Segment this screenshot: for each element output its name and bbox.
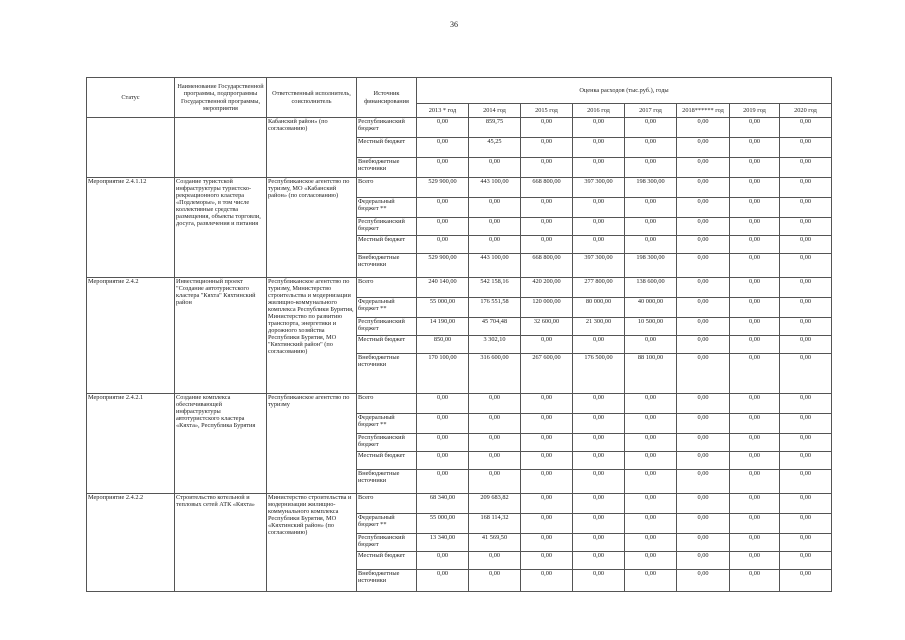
cell-value: 0,00 xyxy=(625,118,677,138)
cell-value: 0,00 xyxy=(677,434,730,452)
cell-value: 0,00 xyxy=(730,236,780,254)
cell-value: 209 683,82 xyxy=(469,494,521,514)
cell-value: 0,00 xyxy=(625,514,677,534)
cell-executor: Республиканское агентство по туризму xyxy=(267,394,357,494)
cell-value: 0,00 xyxy=(780,394,832,414)
cell-value: 0,00 xyxy=(417,414,469,434)
cell-value: 3 302,10 xyxy=(469,336,521,354)
cell-source: Всего xyxy=(357,178,417,198)
cell-value: 0,00 xyxy=(677,218,730,236)
cell-value: 0,00 xyxy=(780,552,832,570)
cell-value: 0,00 xyxy=(625,434,677,452)
cell-value: 0,00 xyxy=(521,138,573,158)
cell-executor: Кабанский район» (по согласованию) xyxy=(267,118,357,178)
cell-value: 0,00 xyxy=(417,218,469,236)
cell-value: 0,00 xyxy=(677,254,730,278)
cell-value: 0,00 xyxy=(730,278,780,298)
cell-value: 0,00 xyxy=(730,354,780,394)
cell-source: Федеральный бюджет ** xyxy=(357,414,417,434)
cell-value: 0,00 xyxy=(521,552,573,570)
cell-value: 0,00 xyxy=(625,452,677,470)
cell-value: 0,00 xyxy=(625,470,677,494)
cell-source: Местный бюджет xyxy=(357,138,417,158)
table-row xyxy=(87,178,832,198)
cell-value: 0,00 xyxy=(625,336,677,354)
cell-value: 0,00 xyxy=(730,298,780,318)
header-year: 2016 год xyxy=(573,104,625,118)
cell-value: 0,00 xyxy=(573,336,625,354)
cell-value: 0,00 xyxy=(677,452,730,470)
cell-source: Местный бюджет xyxy=(357,236,417,254)
cell-value: 0,00 xyxy=(625,218,677,236)
header-year: 2013 * год xyxy=(417,104,469,118)
cell-value: 0,00 xyxy=(730,178,780,198)
cell-source: Внебюджетные источники xyxy=(357,570,417,592)
cell-value: 0,00 xyxy=(677,236,730,254)
cell-value: 21 300,00 xyxy=(573,318,625,336)
cell-value: 0,00 xyxy=(780,434,832,452)
cell-value: 176 500,00 xyxy=(573,354,625,394)
cell-source: Федеральный бюджет ** xyxy=(357,298,417,318)
cell-value: 32 600,00 xyxy=(521,318,573,336)
cell-value: 0,00 xyxy=(469,414,521,434)
cell-value: 0,00 xyxy=(521,452,573,470)
cell-value: 0,00 xyxy=(780,158,832,178)
cell-value: 0,00 xyxy=(625,552,677,570)
header-source: Источник финансирования xyxy=(357,78,417,118)
cell-value: 0,00 xyxy=(417,158,469,178)
cell-value: 859,75 xyxy=(469,118,521,138)
cell-value: 529 900,00 xyxy=(417,178,469,198)
cell-value: 0,00 xyxy=(625,138,677,158)
cell-value: 0,00 xyxy=(417,394,469,414)
cell-value: 0,00 xyxy=(780,336,832,354)
cell-name: Строительство котельной и тепловых сетей АТК «Кяхта» xyxy=(175,494,267,592)
cell-value: 13 340,00 xyxy=(417,534,469,552)
cell-source: Федеральный бюджет ** xyxy=(357,198,417,218)
cell-value: 170 100,00 xyxy=(417,354,469,394)
cell-value: 0,00 xyxy=(521,434,573,452)
cell-value: 0,00 xyxy=(730,138,780,158)
cell-executor: Республиканское агентство по туризму, МО «Кабанский район» (по согласованию) xyxy=(267,178,357,278)
page-number: 36 xyxy=(450,20,458,29)
table-row xyxy=(87,278,832,298)
cell-value: 80 000,00 xyxy=(573,298,625,318)
cell-value: 40 000,00 xyxy=(625,298,677,318)
cell-value: 0,00 xyxy=(780,318,832,336)
cell-value: 168 114,32 xyxy=(469,514,521,534)
cell-value: 0,00 xyxy=(521,534,573,552)
cell-value: 420 200,00 xyxy=(521,278,573,298)
cell-value: 0,00 xyxy=(521,470,573,494)
cell-value: 0,00 xyxy=(521,414,573,434)
cell-value: 0,00 xyxy=(573,414,625,434)
cell-value: 0,00 xyxy=(573,158,625,178)
cell-value: 397 300,00 xyxy=(573,254,625,278)
cell-value: 0,00 xyxy=(780,494,832,514)
cell-value: 198 300,00 xyxy=(625,178,677,198)
cell-value: 138 600,00 xyxy=(625,278,677,298)
cell-value: 0,00 xyxy=(677,278,730,298)
cell-value: 0,00 xyxy=(780,452,832,470)
cell-value: 0,00 xyxy=(417,570,469,592)
cell-value: 0,00 xyxy=(780,254,832,278)
cell-source: Республиканский бюджет xyxy=(357,118,417,138)
cell-value: 0,00 xyxy=(677,178,730,198)
cell-name xyxy=(175,118,267,178)
cell-value: 0,00 xyxy=(625,534,677,552)
cell-value: 0,00 xyxy=(780,470,832,494)
cell-value: 0,00 xyxy=(677,552,730,570)
cell-value: 0,00 xyxy=(625,158,677,178)
cell-value: 0,00 xyxy=(677,494,730,514)
cell-value: 668 800,00 xyxy=(521,178,573,198)
cell-source: Республиканский бюджет xyxy=(357,218,417,236)
cell-value: 0,00 xyxy=(625,494,677,514)
cell-value: 0,00 xyxy=(417,552,469,570)
cell-value: 55 000,00 xyxy=(417,298,469,318)
cell-value: 0,00 xyxy=(521,236,573,254)
cell-value: 0,00 xyxy=(625,394,677,414)
cell-value: 0,00 xyxy=(780,414,832,434)
cell-value: 0,00 xyxy=(625,236,677,254)
cell-value: 0,00 xyxy=(469,218,521,236)
cell-value: 0,00 xyxy=(417,470,469,494)
cell-status xyxy=(87,118,175,178)
cell-value: 0,00 xyxy=(730,514,780,534)
cell-source: Всего xyxy=(357,394,417,414)
cell-value: 0,00 xyxy=(573,434,625,452)
cell-value: 0,00 xyxy=(521,198,573,218)
cell-value: 267 600,00 xyxy=(521,354,573,394)
cell-value: 0,00 xyxy=(573,452,625,470)
cell-name: Инвестиционный проект "Создание автотуристского кластера "Кяхта" Кяхтинский район xyxy=(175,278,267,394)
cell-value: 0,00 xyxy=(573,514,625,534)
cell-value: 0,00 xyxy=(469,394,521,414)
cell-value: 10 500,00 xyxy=(625,318,677,336)
cell-value: 0,00 xyxy=(730,394,780,414)
cell-value: 176 551,58 xyxy=(469,298,521,318)
cell-value: 0,00 xyxy=(780,198,832,218)
cell-source: Местный бюджет xyxy=(357,452,417,470)
cell-value: 0,00 xyxy=(677,414,730,434)
cell-value: 316 600,00 xyxy=(469,354,521,394)
cell-value: 0,00 xyxy=(780,118,832,138)
cell-value: 0,00 xyxy=(521,118,573,138)
cell-value: 0,00 xyxy=(780,278,832,298)
cell-value: 0,00 xyxy=(573,198,625,218)
table-row xyxy=(87,494,832,514)
cell-executor: Республиканское агентство по туризму, Министерство строительства и модернизации жилищно-коммунального комплекса Республики Бурятия, Министерство по развитию транспорта, энергетики и дорожного хозяйства Республики Бурятия, МО "Кяхтинский район" (по согласованию) xyxy=(267,278,357,394)
cell-value: 0,00 xyxy=(469,434,521,452)
cell-source: Внебюджетные источники xyxy=(357,254,417,278)
header-executor: Ответственный исполнитель, соисполнитель xyxy=(267,78,357,118)
cell-value: 0,00 xyxy=(469,470,521,494)
header-year: 2014 год xyxy=(469,104,521,118)
cell-value: 0,00 xyxy=(730,552,780,570)
cell-value: 0,00 xyxy=(780,534,832,552)
cell-value: 45,25 xyxy=(469,138,521,158)
cell-value: 0,00 xyxy=(417,138,469,158)
header-status: Статус xyxy=(87,78,175,118)
cell-value: 0,00 xyxy=(573,534,625,552)
cell-value: 45 704,48 xyxy=(469,318,521,336)
cell-value: 0,00 xyxy=(677,470,730,494)
cell-value: 0,00 xyxy=(417,452,469,470)
cell-value: 529 900,00 xyxy=(417,254,469,278)
cell-value: 0,00 xyxy=(730,434,780,452)
cell-value: 0,00 xyxy=(573,236,625,254)
cell-status: Мероприятие 2.4.2 xyxy=(87,278,175,394)
cell-source: Внебюджетные источники xyxy=(357,158,417,178)
cell-value: 443 100,00 xyxy=(469,178,521,198)
cell-value: 0,00 xyxy=(573,218,625,236)
header-estimate: Оценка расходов (тыс.руб.), годы xyxy=(417,78,832,104)
header-year: 2017 год xyxy=(625,104,677,118)
cell-value: 0,00 xyxy=(469,570,521,592)
cell-value: 0,00 xyxy=(677,198,730,218)
cell-value: 14 190,00 xyxy=(417,318,469,336)
cell-value: 0,00 xyxy=(469,198,521,218)
cell-value: 0,00 xyxy=(469,552,521,570)
cell-value: 0,00 xyxy=(573,138,625,158)
cell-value: 0,00 xyxy=(730,158,780,178)
cell-value: 443 100,00 xyxy=(469,254,521,278)
cell-value: 0,00 xyxy=(417,434,469,452)
cell-source: Республиканский бюджет xyxy=(357,534,417,552)
cell-value: 0,00 xyxy=(780,236,832,254)
cell-value: 0,00 xyxy=(677,354,730,394)
budget-table xyxy=(86,77,832,592)
cell-value: 41 569,50 xyxy=(469,534,521,552)
cell-value: 0,00 xyxy=(469,452,521,470)
cell-source: Республиканский бюджет xyxy=(357,318,417,336)
cell-value: 0,00 xyxy=(573,118,625,138)
cell-value: 0,00 xyxy=(677,570,730,592)
cell-value: 0,00 xyxy=(780,178,832,198)
cell-name: Создание комплекса обеспечивающей инфраструктуры автотуристского кластера «Кяхта», Республика Бурятия xyxy=(175,394,267,494)
cell-value: 0,00 xyxy=(625,570,677,592)
cell-executor: Министерство строительства и модернизации жилищно-коммунального комплекса Республики Бурятия, МО «Кяхтинский район» (по согласованию) xyxy=(267,494,357,592)
cell-value: 0,00 xyxy=(521,494,573,514)
cell-value: 0,00 xyxy=(677,514,730,534)
cell-value: 0,00 xyxy=(730,336,780,354)
header-year: 2015 год xyxy=(521,104,573,118)
cell-value: 0,00 xyxy=(677,118,730,138)
cell-value: 0,00 xyxy=(780,570,832,592)
cell-value: 0,00 xyxy=(677,138,730,158)
cell-value: 0,00 xyxy=(730,494,780,514)
cell-source: Внебюджетные источники xyxy=(357,354,417,394)
cell-value: 0,00 xyxy=(521,570,573,592)
cell-status: Мероприятие 2.4.1.12 xyxy=(87,178,175,278)
cell-value: 55 000,00 xyxy=(417,514,469,534)
cell-value: 0,00 xyxy=(521,218,573,236)
cell-value: 0,00 xyxy=(625,414,677,434)
cell-source: Всего xyxy=(357,278,417,298)
header-year: 2018****** год xyxy=(677,104,730,118)
cell-value: 0,00 xyxy=(573,470,625,494)
cell-value: 0,00 xyxy=(625,198,677,218)
cell-value: 0,00 xyxy=(677,298,730,318)
header-year: 2020 год xyxy=(780,104,832,118)
cell-source: Внебюджетные источники xyxy=(357,470,417,494)
cell-source: Всего xyxy=(357,494,417,514)
cell-name: Создание туристской инфраструктуры туристско-рекреационного кластера «Подлеморье», в том числе коллективные средства размещения, объекты торговли, досуга, развлечения и питания xyxy=(175,178,267,278)
cell-value: 0,00 xyxy=(573,552,625,570)
cell-value: 397 300,00 xyxy=(573,178,625,198)
cell-value: 0,00 xyxy=(677,534,730,552)
cell-value: 0,00 xyxy=(417,118,469,138)
cell-value: 68 340,00 xyxy=(417,494,469,514)
cell-value: 0,00 xyxy=(780,514,832,534)
cell-value: 0,00 xyxy=(677,158,730,178)
cell-value: 668 800,00 xyxy=(521,254,573,278)
cell-value: 0,00 xyxy=(521,336,573,354)
cell-value: 0,00 xyxy=(780,354,832,394)
cell-value: 198 300,00 xyxy=(625,254,677,278)
cell-value: 0,00 xyxy=(730,452,780,470)
cell-value: 277 800,00 xyxy=(573,278,625,298)
cell-value: 0,00 xyxy=(730,198,780,218)
cell-value: 0,00 xyxy=(677,336,730,354)
cell-value: 88 100,00 xyxy=(625,354,677,394)
cell-value: 0,00 xyxy=(677,394,730,414)
cell-value: 0,00 xyxy=(521,394,573,414)
cell-value: 0,00 xyxy=(780,138,832,158)
table-row xyxy=(87,118,832,138)
cell-status: Мероприятие 2.4.2.1 xyxy=(87,394,175,494)
cell-value: 0,00 xyxy=(780,218,832,236)
cell-value: 0,00 xyxy=(730,118,780,138)
table-header xyxy=(87,78,832,118)
cell-value: 0,00 xyxy=(417,198,469,218)
cell-value: 120 000,00 xyxy=(521,298,573,318)
cell-value: 0,00 xyxy=(521,158,573,178)
cell-value: 0,00 xyxy=(730,254,780,278)
cell-value: 0,00 xyxy=(780,298,832,318)
cell-value: 0,00 xyxy=(677,318,730,336)
cell-value: 850,00 xyxy=(417,336,469,354)
table-body xyxy=(87,118,832,592)
cell-value: 0,00 xyxy=(469,236,521,254)
table-row xyxy=(87,394,832,414)
cell-value: 0,00 xyxy=(469,158,521,178)
header-name: Наименование Государственной программы, подпрограммы Государственной программы, мероприятия xyxy=(175,78,267,118)
header-year: 2019 год xyxy=(730,104,780,118)
cell-value: 0,00 xyxy=(521,514,573,534)
cell-value: 0,00 xyxy=(730,414,780,434)
cell-status: Мероприятие 2.4.2.2 xyxy=(87,494,175,592)
cell-value: 0,00 xyxy=(730,218,780,236)
cell-value: 240 140,00 xyxy=(417,278,469,298)
cell-value: 0,00 xyxy=(417,236,469,254)
cell-source: Местный бюджет xyxy=(357,552,417,570)
cell-source: Республиканский бюджет xyxy=(357,434,417,452)
cell-source: Федеральный бюджет ** xyxy=(357,514,417,534)
cell-value: 0,00 xyxy=(573,570,625,592)
cell-value: 0,00 xyxy=(730,470,780,494)
cell-value: 542 158,16 xyxy=(469,278,521,298)
cell-value: 0,00 xyxy=(730,318,780,336)
cell-value: 0,00 xyxy=(573,494,625,514)
cell-value: 0,00 xyxy=(730,534,780,552)
cell-source: Местный бюджет xyxy=(357,336,417,354)
cell-value: 0,00 xyxy=(573,394,625,414)
cell-value: 0,00 xyxy=(730,570,780,592)
